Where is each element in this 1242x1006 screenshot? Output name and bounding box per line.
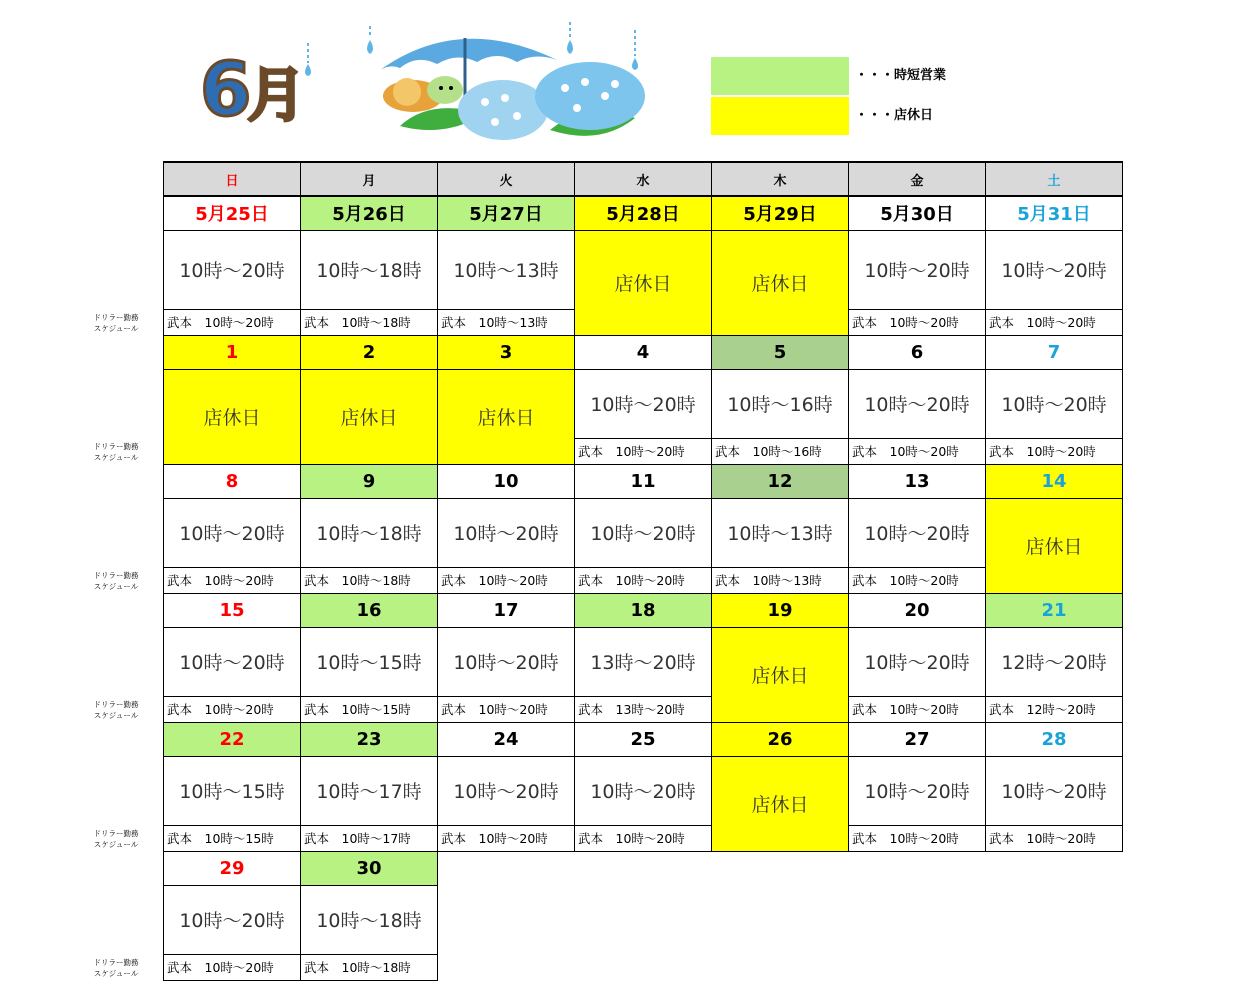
staff-schedule-cell: 武本 10時〜17時 xyxy=(301,825,438,851)
date-cell: 5月25日 xyxy=(164,196,301,230)
business-hours-cell: 10時〜18時 xyxy=(301,885,438,954)
business-hours-cell: 10時〜20時 xyxy=(164,627,301,696)
date-cell: 5月31日 xyxy=(986,196,1123,230)
date-row xyxy=(164,464,1123,498)
hours-row xyxy=(164,498,1123,567)
side-label-line1: ドリラー勤務 xyxy=(93,829,139,838)
staff-schedule-cell: 武本 10時〜20時 xyxy=(849,825,986,851)
driller-schedule-label xyxy=(88,441,144,463)
driller-schedule-label xyxy=(88,570,144,592)
business-hours-cell: 10時〜13時 xyxy=(438,230,575,309)
empty-cell xyxy=(575,851,712,885)
staff-schedule-cell: 武本 10時〜20時 xyxy=(438,696,575,722)
staff-schedule-cell: 武本 10時〜20時 xyxy=(164,954,301,980)
business-hours-cell: 10時〜20時 xyxy=(849,627,986,696)
date-cell: 17 xyxy=(438,593,575,627)
legend-short-hours-swatch xyxy=(711,57,849,95)
staff-row xyxy=(164,825,1123,851)
date-cell: 16 xyxy=(301,593,438,627)
staff-schedule-cell: 武本 10時〜20時 xyxy=(164,696,301,722)
side-label-line2: スケジュール xyxy=(93,969,139,978)
date-cell: 5月29日 xyxy=(712,196,849,230)
business-hours-cell: 10時〜20時 xyxy=(986,230,1123,309)
staff-schedule-cell: 武本 10時〜15時 xyxy=(164,825,301,851)
legend-short-hours-label: ・・・時短営業 xyxy=(855,68,947,83)
staff-schedule-cell: 武本 10時〜20時 xyxy=(849,438,986,464)
weekday-header: 日 xyxy=(164,162,301,196)
empty-cell xyxy=(712,885,849,954)
business-hours-cell: 10時〜20時 xyxy=(986,369,1123,438)
date-row xyxy=(164,722,1123,756)
date-cell: 14 xyxy=(986,464,1123,498)
date-cell: 11 xyxy=(575,464,712,498)
staff-schedule-cell: 武本 10時〜20時 xyxy=(849,309,986,335)
date-cell: 8 xyxy=(164,464,301,498)
side-label-line2: スケジュール xyxy=(93,711,139,720)
business-hours-cell: 10時〜20時 xyxy=(575,369,712,438)
staff-schedule-cell: 武本 10時〜20時 xyxy=(986,309,1123,335)
side-label-line1: ドリラー勤務 xyxy=(93,958,139,967)
staff-schedule-cell: 武本 10時〜18時 xyxy=(301,567,438,593)
closed-day-cell: 店休日 xyxy=(986,498,1123,593)
date-cell: 26 xyxy=(712,722,849,756)
staff-row xyxy=(164,696,1123,722)
date-cell: 15 xyxy=(164,593,301,627)
staff-schedule-cell: 武本 12時〜20時 xyxy=(986,696,1123,722)
month-title xyxy=(200,47,302,135)
staff-schedule-cell: 武本 10時〜20時 xyxy=(438,825,575,851)
business-hours-cell: 10時〜20時 xyxy=(849,230,986,309)
date-cell: 1 xyxy=(164,335,301,369)
closed-day-cell: 店休日 xyxy=(164,369,301,464)
hours-row xyxy=(164,369,1123,438)
business-hours-cell: 10時〜20時 xyxy=(849,756,986,825)
legend-closed-swatch xyxy=(711,97,849,135)
driller-schedule-label xyxy=(88,957,144,979)
empty-cell xyxy=(438,885,575,954)
empty-cell xyxy=(712,851,849,885)
date-cell: 18 xyxy=(575,593,712,627)
empty-cell xyxy=(438,954,575,980)
staff-schedule-cell: 武本 10時〜20時 xyxy=(164,309,301,335)
date-cell: 4 xyxy=(575,335,712,369)
empty-cell xyxy=(575,885,712,954)
month-number: 6 xyxy=(200,47,248,133)
business-hours-cell: 12時〜20時 xyxy=(986,627,1123,696)
side-label-line2: スケジュール xyxy=(93,840,139,849)
date-cell: 5月27日 xyxy=(438,196,575,230)
date-cell: 12 xyxy=(712,464,849,498)
staff-schedule-cell: 武本 10時〜15時 xyxy=(301,696,438,722)
closed-day-cell: 店休日 xyxy=(301,369,438,464)
empty-cell xyxy=(575,954,712,980)
hours-row xyxy=(164,885,1123,954)
date-cell: 20 xyxy=(849,593,986,627)
closed-day-cell: 店休日 xyxy=(712,756,849,851)
date-cell: 10 xyxy=(438,464,575,498)
staff-schedule-cell: 武本 10時〜13時 xyxy=(438,309,575,335)
driller-schedule-label xyxy=(88,828,144,850)
side-label-line1: ドリラー勤務 xyxy=(93,571,139,580)
date-row xyxy=(164,196,1123,230)
weekday-header-row xyxy=(164,162,1123,196)
date-cell: 3 xyxy=(438,335,575,369)
business-hours-cell: 10時〜20時 xyxy=(438,756,575,825)
staff-schedule-cell: 武本 10時〜18時 xyxy=(301,309,438,335)
side-label-line1: ドリラー勤務 xyxy=(93,442,139,451)
date-cell: 5月30日 xyxy=(849,196,986,230)
staff-schedule-cell: 武本 13時〜20時 xyxy=(575,696,712,722)
business-hours-cell: 10時〜15時 xyxy=(301,627,438,696)
side-label-line2: スケジュール xyxy=(93,582,139,591)
weekday-header: 水 xyxy=(575,162,712,196)
calendar-body xyxy=(164,162,1123,980)
side-label-line1: ドリラー勤務 xyxy=(93,313,139,322)
date-cell: 27 xyxy=(849,722,986,756)
business-hours-cell: 10時〜13時 xyxy=(712,498,849,567)
weekday-header: 月 xyxy=(301,162,438,196)
date-cell: 23 xyxy=(301,722,438,756)
staff-schedule-cell: 武本 10時〜16時 xyxy=(712,438,849,464)
date-cell: 24 xyxy=(438,722,575,756)
empty-cell xyxy=(849,851,986,885)
closed-day-cell: 店休日 xyxy=(712,230,849,335)
date-cell: 7 xyxy=(986,335,1123,369)
business-hours-cell: 10時〜16時 xyxy=(712,369,849,438)
closed-day-cell: 店休日 xyxy=(438,369,575,464)
staff-schedule-cell: 武本 10時〜20時 xyxy=(575,438,712,464)
empty-cell xyxy=(986,954,1123,980)
business-hours-cell: 10時〜20時 xyxy=(164,885,301,954)
business-hours-cell: 10時〜20時 xyxy=(164,230,301,309)
date-cell: 5月26日 xyxy=(301,196,438,230)
business-hours-cell: 10時〜20時 xyxy=(575,756,712,825)
weekday-header: 金 xyxy=(849,162,986,196)
side-label-line2: スケジュール xyxy=(93,453,139,462)
business-hours-cell: 10時〜20時 xyxy=(575,498,712,567)
staff-schedule-cell: 武本 10時〜20時 xyxy=(438,567,575,593)
date-cell: 29 xyxy=(164,851,301,885)
empty-cell xyxy=(849,954,986,980)
business-hours-cell: 10時〜20時 xyxy=(164,498,301,567)
business-hours-cell: 10時〜17時 xyxy=(301,756,438,825)
business-hours-cell: 10時〜20時 xyxy=(438,498,575,567)
date-cell: 2 xyxy=(301,335,438,369)
empty-cell xyxy=(438,851,575,885)
date-cell: 25 xyxy=(575,722,712,756)
business-hours-cell: 13時〜20時 xyxy=(575,627,712,696)
driller-schedule-label xyxy=(88,699,144,721)
weekday-header: 土 xyxy=(986,162,1123,196)
date-cell: 28 xyxy=(986,722,1123,756)
empty-cell xyxy=(986,851,1123,885)
business-hours-cell: 10時〜15時 xyxy=(164,756,301,825)
business-hours-cell: 10時〜20時 xyxy=(849,369,986,438)
business-hours-cell: 10時〜18時 xyxy=(301,498,438,567)
empty-cell xyxy=(849,885,986,954)
date-row xyxy=(164,593,1123,627)
date-cell: 5月28日 xyxy=(575,196,712,230)
hours-row xyxy=(164,230,1123,309)
staff-schedule-cell: 武本 10時〜13時 xyxy=(712,567,849,593)
date-cell: 19 xyxy=(712,593,849,627)
weekday-header: 木 xyxy=(712,162,849,196)
staff-schedule-cell: 武本 10時〜18時 xyxy=(301,954,438,980)
business-hours-cell: 10時〜20時 xyxy=(986,756,1123,825)
hours-row xyxy=(164,627,1123,696)
month-kanji: 月 xyxy=(247,61,302,129)
staff-schedule-cell: 武本 10時〜20時 xyxy=(849,567,986,593)
business-hours-cell: 10時〜20時 xyxy=(849,498,986,567)
staff-schedule-cell: 武本 10時〜20時 xyxy=(164,567,301,593)
date-row xyxy=(164,851,1123,885)
date-row xyxy=(164,335,1123,369)
legend-closed-label: ・・・店休日 xyxy=(855,108,934,123)
empty-cell xyxy=(712,954,849,980)
calendar-table xyxy=(163,161,1123,981)
staff-schedule-cell: 武本 10時〜20時 xyxy=(575,567,712,593)
date-cell: 6 xyxy=(849,335,986,369)
date-cell: 30 xyxy=(301,851,438,885)
empty-cell xyxy=(986,885,1123,954)
date-cell: 13 xyxy=(849,464,986,498)
business-hours-cell: 10時〜20時 xyxy=(438,627,575,696)
driller-schedule-label xyxy=(88,312,144,334)
side-label-line2: スケジュール xyxy=(93,324,139,333)
hours-row xyxy=(164,756,1123,825)
closed-day-cell: 店休日 xyxy=(575,230,712,335)
business-hours-cell: 10時〜18時 xyxy=(301,230,438,309)
staff-schedule-cell: 武本 10時〜20時 xyxy=(849,696,986,722)
staff-schedule-cell: 武本 10時〜20時 xyxy=(575,825,712,851)
weekday-header: 火 xyxy=(438,162,575,196)
date-cell: 22 xyxy=(164,722,301,756)
date-cell: 5 xyxy=(712,335,849,369)
date-cell: 21 xyxy=(986,593,1123,627)
staff-schedule-cell: 武本 10時〜20時 xyxy=(986,438,1123,464)
closed-day-cell: 店休日 xyxy=(712,627,849,722)
date-cell: 9 xyxy=(301,464,438,498)
staff-row xyxy=(164,954,1123,980)
staff-row xyxy=(164,567,1123,593)
side-label-line1: ドリラー勤務 xyxy=(93,700,139,709)
staff-schedule-cell: 武本 10時〜20時 xyxy=(986,825,1123,851)
